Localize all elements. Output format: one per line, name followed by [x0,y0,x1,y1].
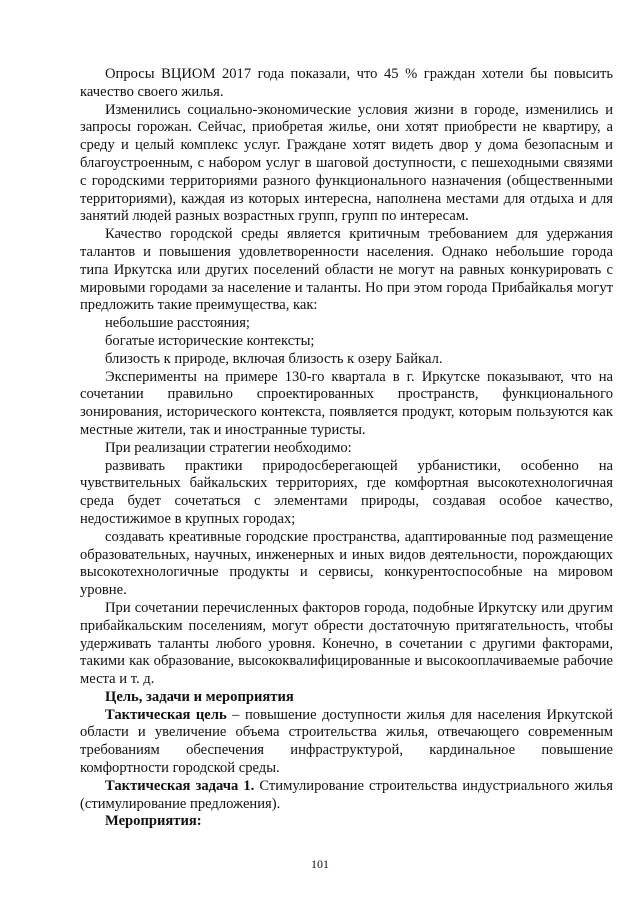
body-text [80,66,613,831]
tactical-task [80,778,613,814]
paragraph-conditions: Изменились социально-экономические условия жизни в городе, изменились и запросы горожан. Сейчас, приобретая жилье, они хотят приобрести не квартиру, а среду и целый комплекс услуг. Граждане хотят видеть двор у дома безопасным и благоустроенным, с набором услуг в шаговой доступности, с пешеходными связями с городскими территориями разного функционального назначения (общественными территориями), каждая из которых интересна, наполнена местами для отдыха и для занятий людей разных возрастных групп, групп по интересам. [80,101,613,225]
measures-heading: Мероприятия: [105,813,202,830]
tactical-task-label: Тактическая задача 1. [105,777,255,794]
section-heading: Цель, задачи и мероприятия [105,688,294,705]
paragraph-quality: Качество городской среды является критичным требованием для удержания талантов и повышения удовлетворенности населения. Однако небольшие города типа Иркутска или других поселений области не могут на равных конкурировать с мировыми городами за население и таланты. Но при этом города Прибайкалья могут предложить такие преимущества, как: [80,226,613,314]
list-item-nature: близость к природе, включая близость к озеру Байкал. [105,350,443,367]
paragraph-survey: Опросы ВЦИОМ 2017 года показали, что 45 % граждан хотели бы повысить качество своего жилья. [80,66,613,100]
paragraph-strategy-needs: При реализации стратегии необходимо: [105,439,352,456]
list-item-distances: небольшие расстояния; [105,315,250,332]
tactical-goal [80,707,613,778]
page-number: 101 [311,857,329,871]
tactical-goal-text: – повышение доступности жилья для населения Иркутской области и увеличение объема строительства жилья, отвечающего современным требованиям обеспечения инфраструктурой, кардинальное повышение комфортности городской среды. [80,706,613,777]
tactical-task-text: Стимулирование строительства индустриального жилья (стимулирование предложения). [80,777,614,812]
paragraph-factors: При сочетании перечисленных факторов города, подобные Иркутску или другим прибайкальским поселениям, могут обрести достаточную притягательность, чтобы удерживать таланты любого уровня. Конечно, в сочетании с другими факторами, такими как образование, высококвалифицированные и высокооплачиваемые рабочие места и т. д. [80,599,613,688]
tactical-goal-label: Тактическая цель [105,706,227,723]
list-item-urbanism: развивать практики природосберегающей урбанистики, особенно на чувствительных байкальских территориях, где комфортная высокотехнологичная среда будет сочетаться с элементами природы, создавая особое качество, недостижимое в крупных городах; [80,457,613,527]
paragraph-experiments: Эксперименты на примере 130-го квартала в г. Иркутске показывают, что на сочетании правильно спроектированных пространств, функционального зонирования, исторического контекста, появляется продукт, которым пользуются как местные жители, так и иностранные туристы. [80,368,613,438]
list-item-history: богатые исторические контексты; [105,332,315,349]
list-item-creative-spaces: создавать креативные городские пространства, адаптированные под размещение образовательных, научных, инженерных и иных видов деятельности, порождающих высокотехнологичные продукты и сервисы, конкурентоспособные на мировом уровне. [80,528,613,599]
